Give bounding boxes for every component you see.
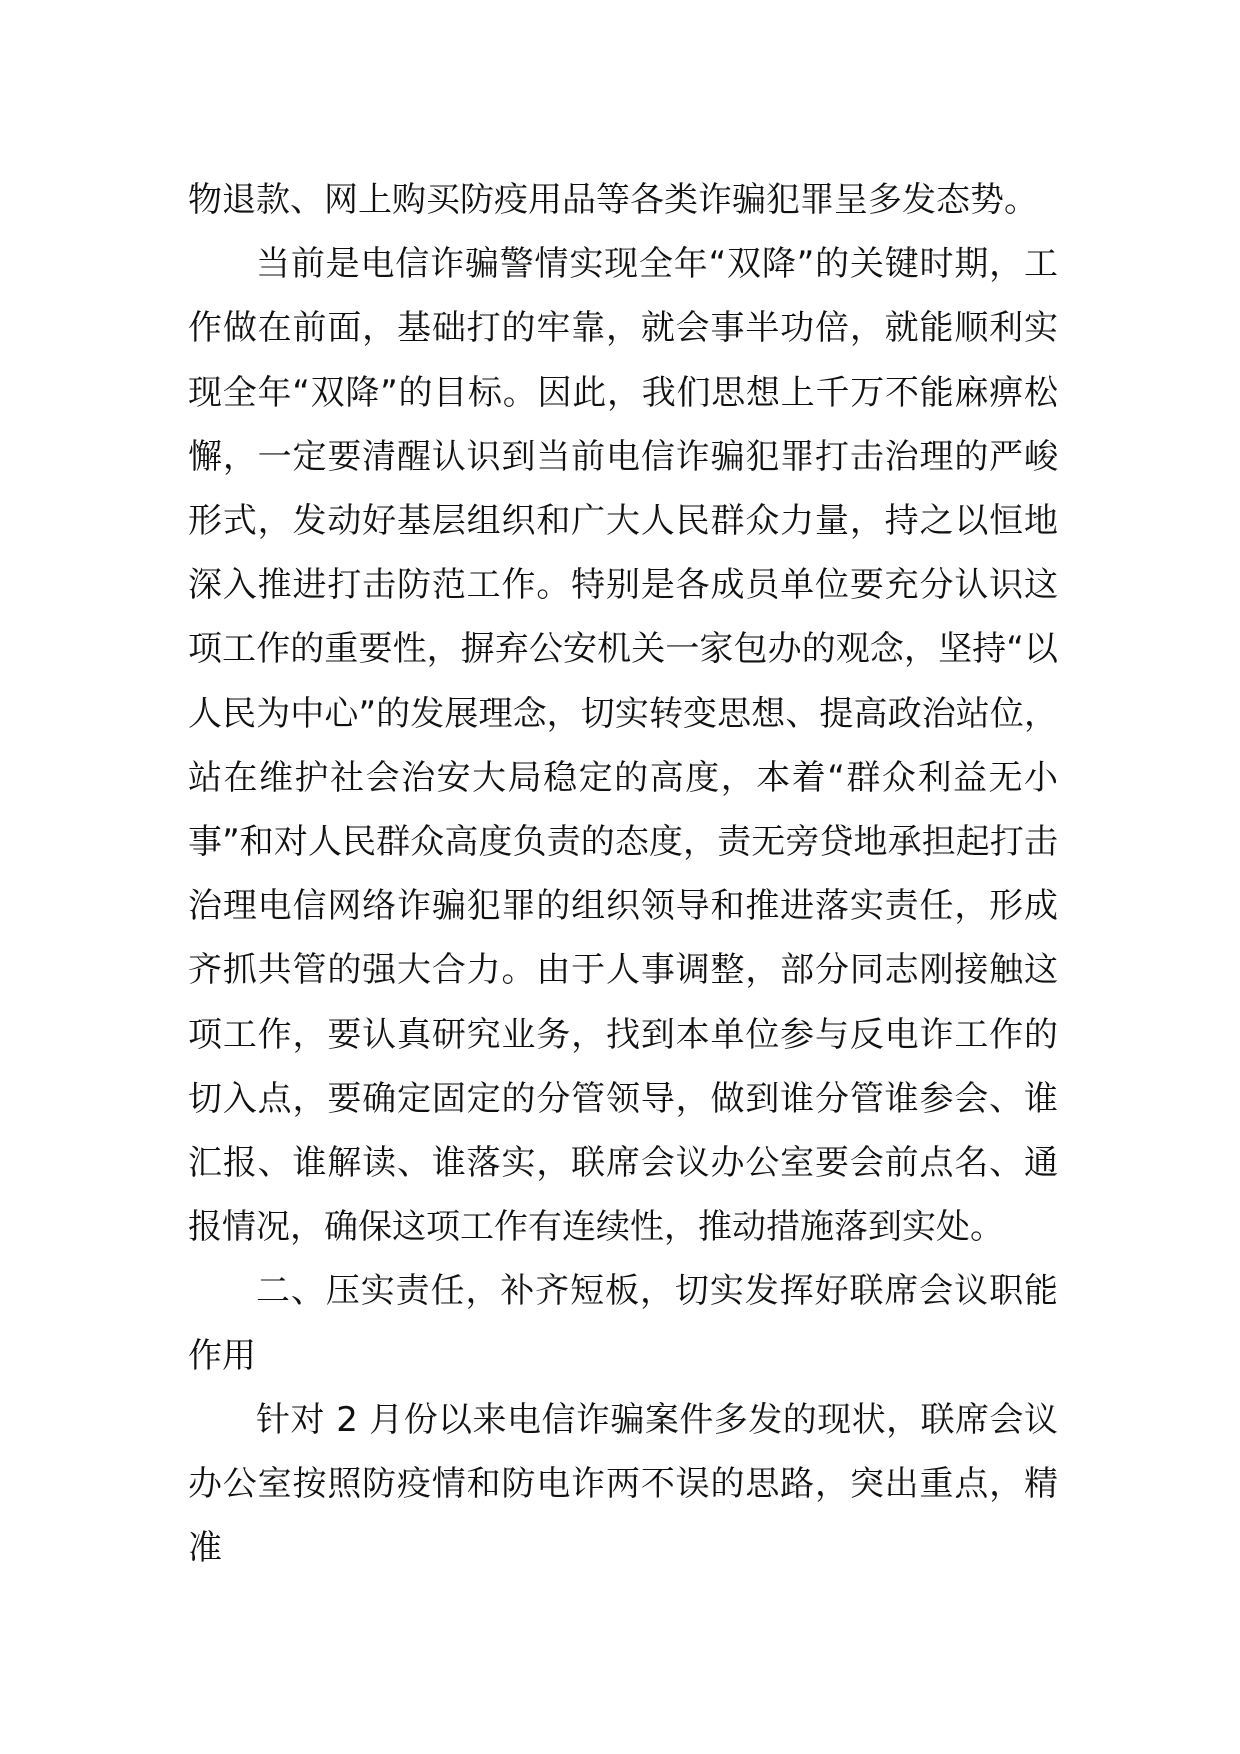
document-body	[188, 168, 1058, 1580]
paragraph-february-cases: 针对 2 月份以来电信诈骗案件多发的现状，联席会议办公室按照防疫情和防电诈两不误的思路，突出重点，精准	[188, 1399, 1058, 1569]
section-heading-two: 二、压实责任，补齐短板，切实发挥好联席会议职能作用	[188, 1271, 1058, 1376]
paragraph-double-reduction: 当前是电信诈骗警情实现全年“双降”的关键时期，工作做在前面，基础打的牢靠，就会事半功倍，就能顺利实现全年“双降”的目标。因此，我们思想上千万不能麻痹松懈，一定要清醒认识到当前电信诈骗犯罪打击治理的严峻形式，发动好基层组织和广大人民群众力量，持之以恒地深入推进打击防范工作。特别是各成员单位要充分认识这项工作的重要性，摒弃公安机关一家包办的观念，坚持“以人民为中心”的发展理念，切实转变思想、提高政治站位，站在维护社会治安大局稳定的高度，本着“群众利益无小事”和对人民群众高度负责的态度，责无旁贷地承担起打击治理电信网络诈骗犯罪的组织领导和推进落实责任，形成齐抓共管的强大合力。由于人事调整，部分同志刚接触这项工作，要认真研究业务，找到本单位参与反电诈工作的切入点，要确定固定的分管领导，做到谁分管谁参会、谁汇报、谁解读、谁落实，联席会议办公室要会前点名、通报情况，确保这项工作有连续性，推动措施落到实处。	[188, 244, 1058, 1248]
paragraph-continued: 物退款、网上购买防疫用品等各类诈骗犯罪呈多发态势。	[188, 180, 1038, 220]
